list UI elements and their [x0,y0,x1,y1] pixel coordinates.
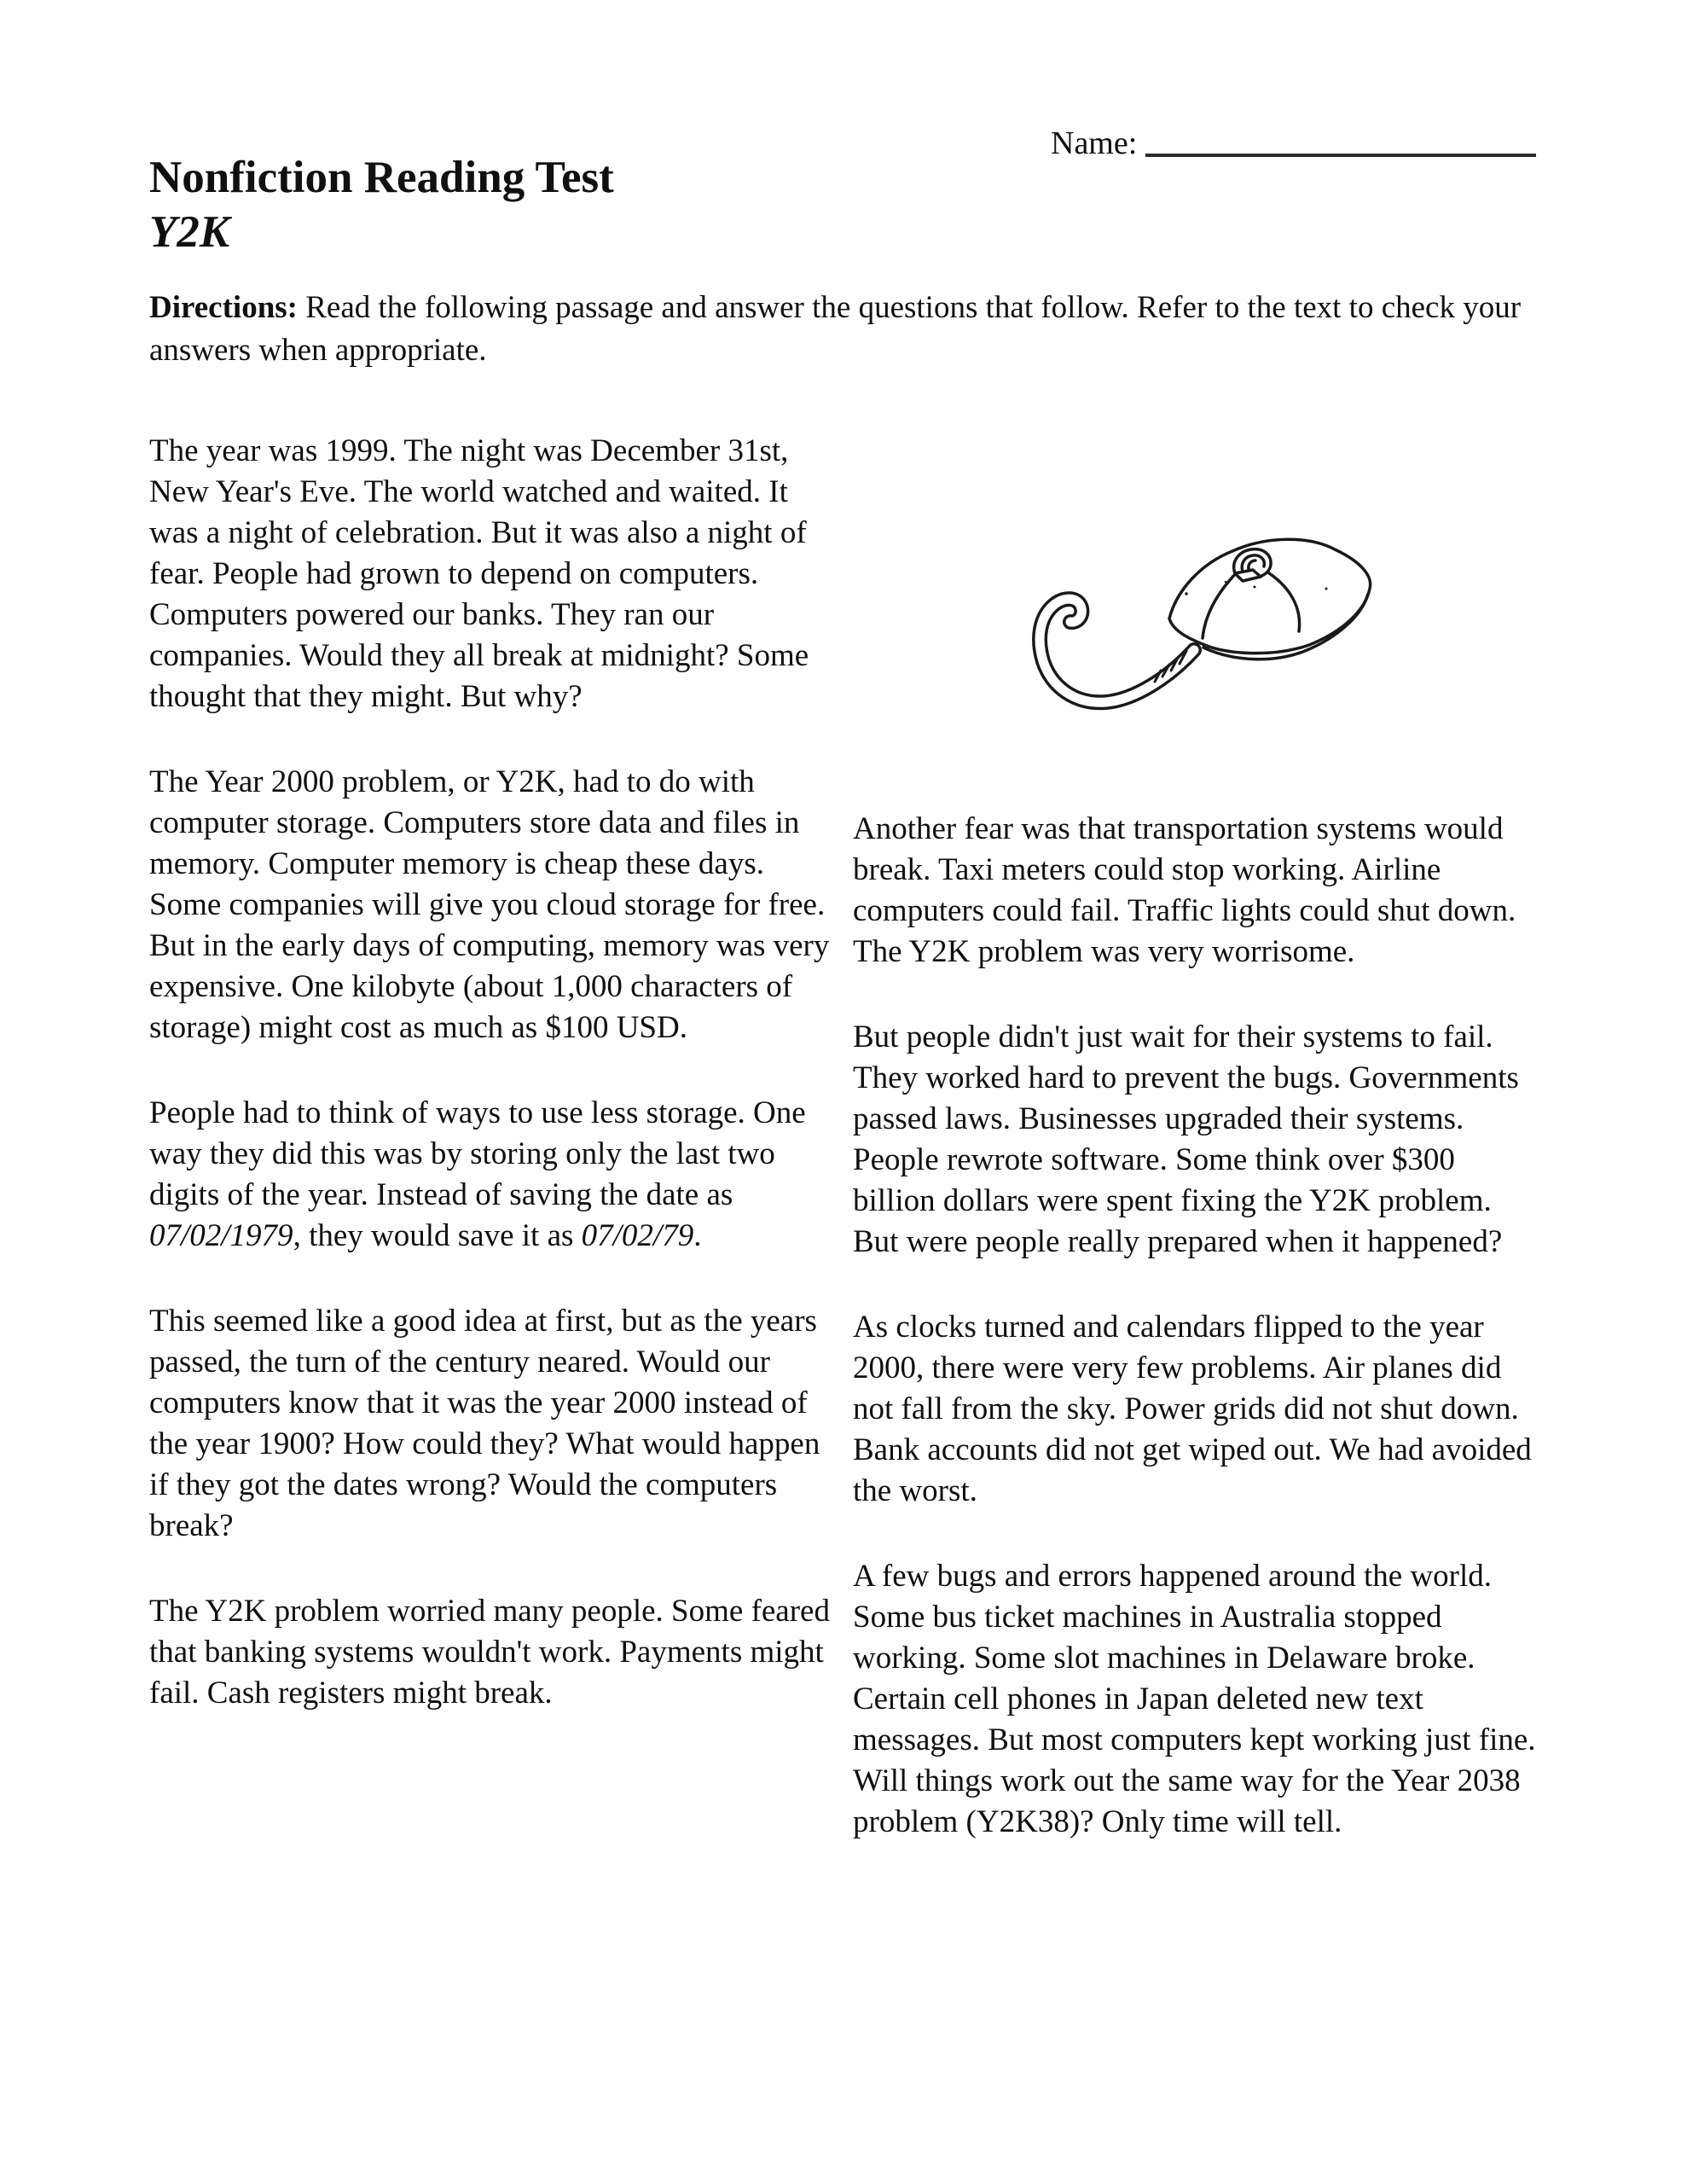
paragraph-text: But people didn't just wait for their systems to fail. They worked hard to prevent the bugs. Governments passed laws. Businesses upgraded their systems. People rewrote software. Some think over $300 billion dollars were spent fixing the Y2K problem. But were people really prepared when it happened? [853,1019,1519,1259]
passage-columns [149,431,1539,1887]
paragraph-text: This seemed like a good idea at first, but as the years passed, the turn of the century neared. Would our computers know that it was the year 2000 instead of the year 1900? How could they? What would happen if they got the dates wrong? Would the computers break? [149,1304,820,1543]
paragraph-text: The year was 1999. The night was December 31st, New Year's Eve. The world watched and waited. It was a night of celebration. But it was also a night of fear. People had grown to depend on computers. Computers powered our banks. They ran our companies. Would they all break at midnight? Some thought that they might. But why? [149,433,809,714]
passage-paragraph [853,1307,1539,1512]
passage-paragraph [149,1301,836,1547]
passage-paragraph [149,431,836,717]
passage-paragraph [853,809,1539,973]
paragraph-text: As clocks turned and calendars flipped to the year 2000, there were very few problems. Air planes did not fall from the sky. Power grids did not shut down. Bank accounts did not get wiped out. We had avoided the worst. [853,1310,1532,1508]
page-title: Nonfiction Reading Test [149,153,614,202]
date-long-format: 07/02/1979 [149,1218,293,1253]
name-row [1051,125,1536,162]
passage-paragraph [149,1093,836,1257]
left-column [149,431,836,1758]
title-block [149,150,614,259]
computer-mouse-drawing [1028,537,1386,721]
paragraph-text: . [693,1218,702,1253]
date-short-format: 07/02/79 [581,1218,694,1253]
directions-label: Directions: [149,290,298,325]
paragraph-text: Another fear was that transportation systems would break. Taxi meters could stop working. Airline computers could fail. Traffic lights could shut down. The Y2K problem was very worrisome. [853,811,1516,969]
paragraph-text: The Year 2000 problem, or Y2K, had to do with computer storage. Computers store data and files in memory. Computer memory is cheap these days. Some companies will give you cloud storage for free. But in the early days of computing, memory was very expensive. One kilobyte (about 1,000 characters of storage) might cost as much as $100 USD. [149,764,830,1045]
directions-text: Read the following passage and answer the questions that follow. Refer to the text to check your answers when appropriate. [149,290,1522,368]
page-subtitle: Y2K [149,207,230,257]
name-blank-line [1145,154,1536,157]
passage-paragraph [853,1017,1539,1263]
name-label: Name: [1051,125,1138,161]
paragraph-text: , they would save it as [293,1218,582,1253]
paragraph-text: The Y2K problem worried many people. Some feared that banking systems wouldn't work. Payments might fail. Cash registers might break. [149,1594,830,1711]
right-column [853,431,1539,1887]
computer-mouse-illustration [1028,537,1386,721]
passage-paragraph [149,762,836,1048]
paragraph-text: A few bugs and errors happened around the world. Some bus ticket machines in Australia stopped working. Some slot machines in Delaware broke. Certain cell phones in Japan deleted new text messages. But most computers kept working just fine. Will things work out the same way for the Year 2038 problem (Y2K38)? Only time will tell. [853,1559,1536,1839]
passage-paragraph [149,1591,836,1714]
passage-paragraph [853,1556,1539,1843]
paragraph-text: People had to think of ways to use less storage. One way they did this was by storing only the last two digits of the year. Instead of saving the date as [149,1095,806,1212]
directions [149,287,1557,372]
